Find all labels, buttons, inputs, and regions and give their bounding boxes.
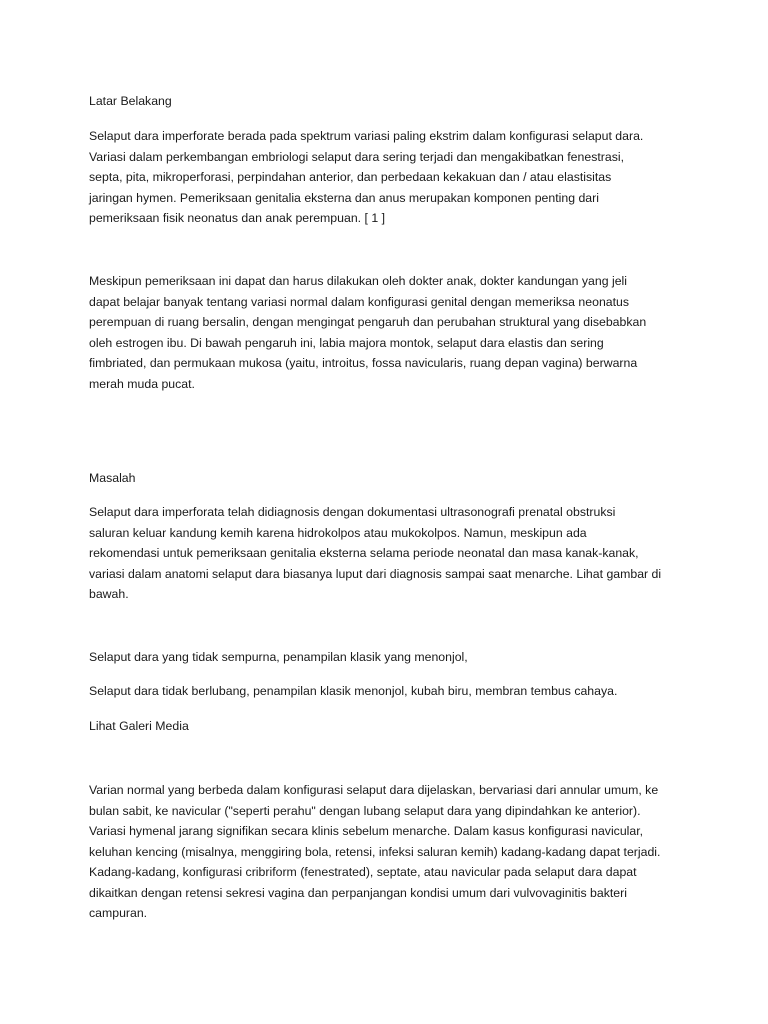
- paragraph-line: rekomendasi untuk pemeriksaan genitalia eksterna selama periode neonatal dan masa kanak-kanak,: [89, 546, 639, 560]
- paragraph-line: Selaput dara imperforate berada pada spektrum variasi paling ekstrim dalam konfigurasi selaput dara.: [89, 129, 644, 143]
- paragraph-line: perempuan di ruang bersalin, dengan mengingat pengaruh dan perubahan struktural yang disebabkan: [89, 315, 647, 329]
- caption-selaput-tidak-berlubang: Selaput dara tidak berlubang, penampilan klasik menonjol, kubah biru, membran tembus cahaya.: [89, 684, 618, 698]
- paragraph-line: bulan sabit, ke navicular ("seperti perahu" dengan lubang selaput dara yang dipindahkan ke anterior).: [89, 803, 641, 818]
- paragraph-line: pemeriksaan fisik neonatus dan anak perempuan. [ 1 ]: [89, 211, 385, 225]
- gallery-link[interactable]: Lihat Galeri Media: [89, 719, 189, 733]
- paragraph-line: merah muda pucat.: [89, 376, 195, 391]
- paragraph-line: septa, pita, mikroperforasi, perpindahan anterior, dan perbedaan kekakuan dan / atau elastisitas: [89, 170, 612, 184]
- paragraph-line: Variasi dalam perkembangan embriologi selaput dara sering terjadi dan mengakibatkan fenestrasi,: [89, 149, 624, 164]
- paragraph-line: Variasi hymenal jarang signifikan secara klinis sebelum menarche. Dalam kasus konfigurasi navicular,: [89, 824, 644, 838]
- paragraph-line: campuran.: [89, 906, 148, 920]
- paragraph-line: keluhan kencing (misalnya, menggiring bola, retensi, infeksi saluran kemih) kadang-kadang dapat terjadi.: [89, 844, 661, 859]
- paragraph-line: saluran keluar kandung kemih karena hidrokolpos atau mukokolpos. Namun, meskipun ada: [89, 525, 587, 540]
- paragraph-line: jaringan hymen. Pemeriksaan genitalia eksterna dan anus merupakan komponen penting dari: [89, 190, 599, 205]
- paragraph-line: Varian normal yang berbeda dalam konfigurasi selaput dara dijelaskan, bervariasi dari annular umum, ke: [89, 783, 659, 797]
- paragraph-line: variasi dalam anatomi selaput dara biasanya luput dari diagnosis sampai saat menarche. Lihat gambar di: [89, 566, 662, 581]
- paragraph-line: dapat belajar banyak tentang variasi normal dalam konfigurasi genital dengan memeriksa neonatus: [89, 294, 630, 309]
- paragraph-pemeriksaan: [89, 271, 646, 394]
- paragraph-line: Meskipun pemeriksaan ini dapat dan harus dilakukan oleh dokter anak, dokter kandungan yang jeli: [89, 274, 627, 288]
- paragraph-masalah: [89, 502, 661, 605]
- paragraph-latar-belakang: [89, 126, 643, 229]
- heading-latar-belakang: Latar Belakang: [89, 94, 172, 108]
- paragraph-line: Kadang-kadang, konfigurasi cribriform (fenestrated), septate, atau navicular pada selaput dara dapat: [89, 865, 637, 879]
- paragraph-line: fimbriated, dan permukaan mukosa (yaitu, introitus, fossa navicularis, ruang depan vagina) berwarna: [89, 356, 638, 370]
- caption-selaput-tidak-sempurna: Selaput dara yang tidak sempurna, penampilan klasik yang menonjol,: [89, 650, 468, 664]
- heading-masalah: Masalah: [89, 471, 136, 485]
- paragraph-varian-normal: [89, 780, 660, 924]
- paragraph-line: dikaitkan dengan retensi sekresi vagina dan perpanjangan kondisi umum dari vulvovaginitis bakteri: [89, 885, 627, 900]
- paragraph-line: Selaput dara imperforata telah didiagnosis dengan dokumentasi ultrasonografi prenatal obstruksi: [89, 505, 616, 519]
- paragraph-line: oleh estrogen ibu. Di bawah pengaruh ini, labia majora montok, selaput dara elastis dan sering: [89, 335, 604, 350]
- paragraph-line: bawah.: [89, 587, 129, 601]
